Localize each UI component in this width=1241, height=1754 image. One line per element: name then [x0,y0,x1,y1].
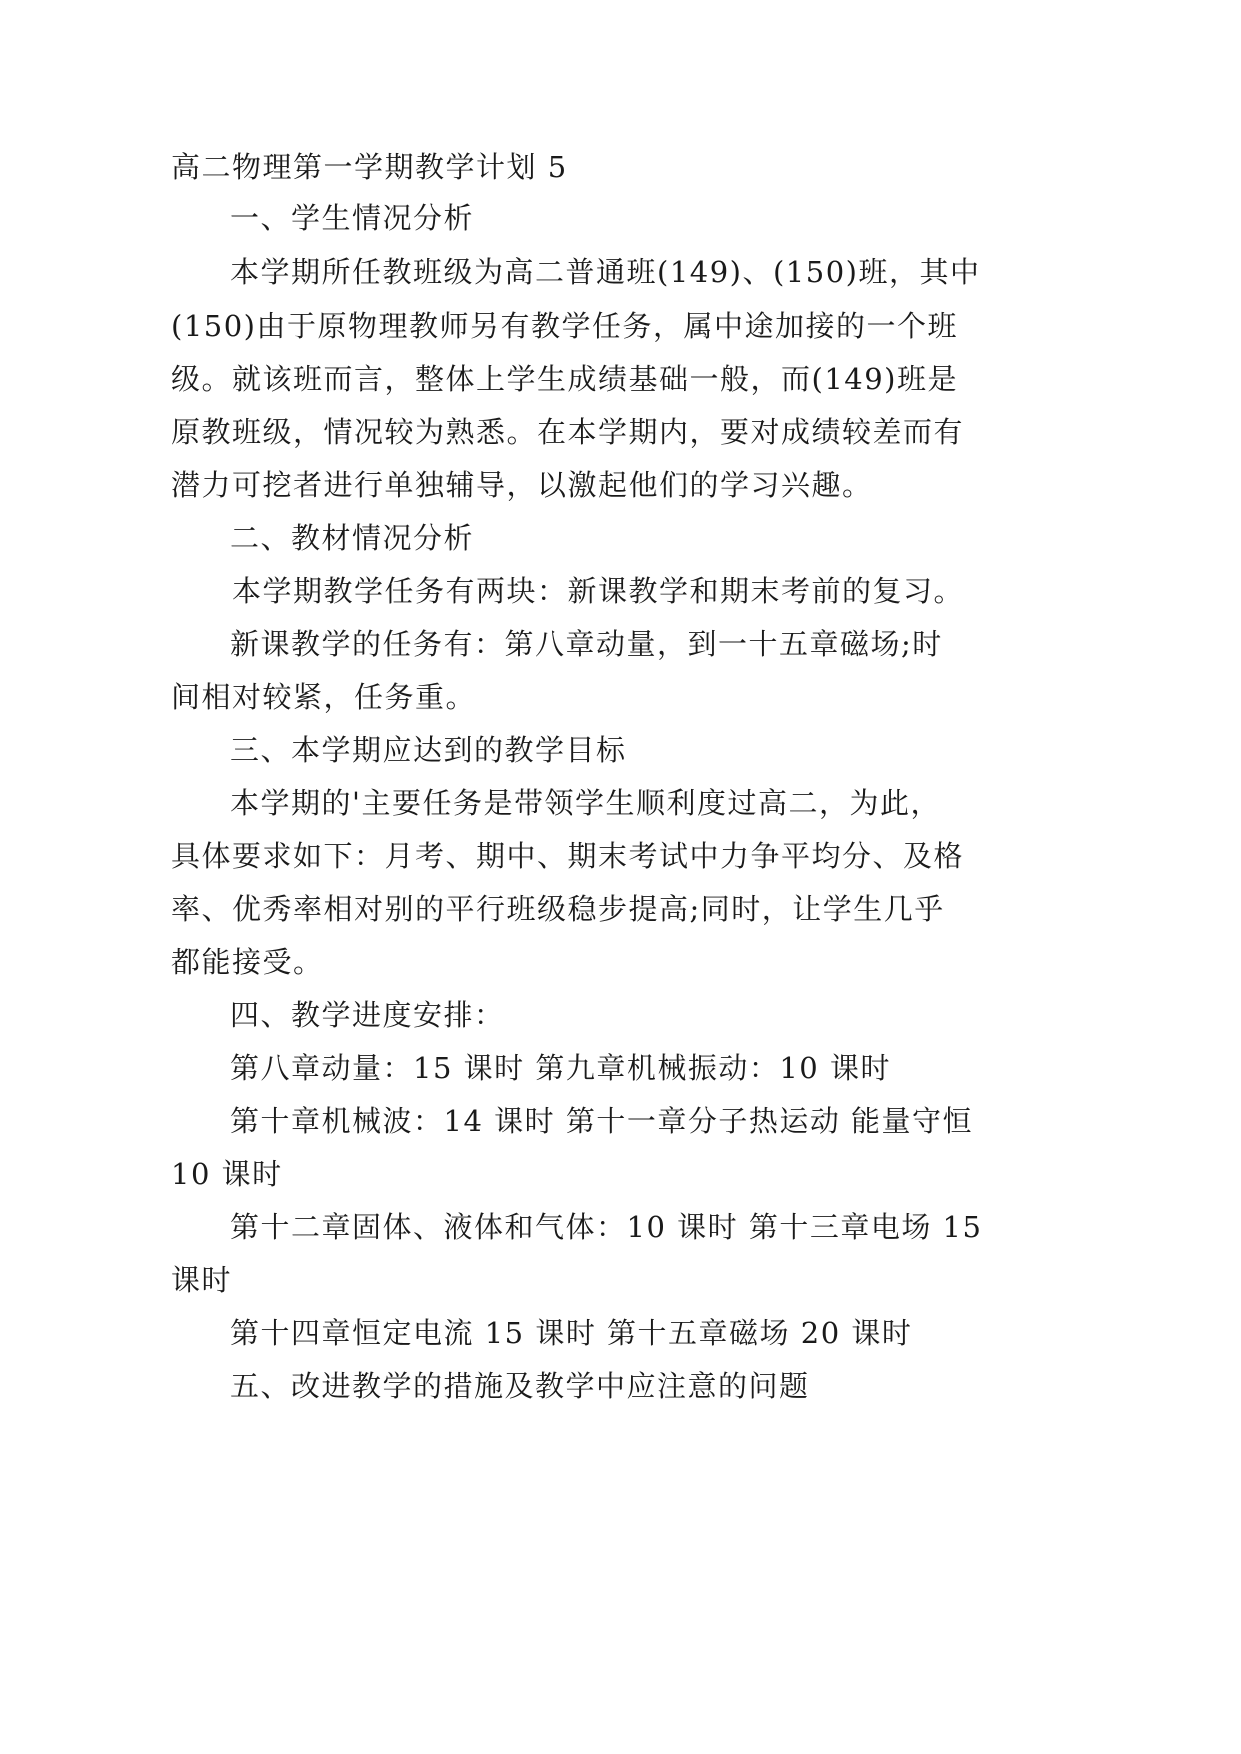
section-heading-student-analysis: 一、学生情况分析 [230,201,475,235]
schedule-line: 第十四章恒定电流 15 课时 第十五章磁场 20 课时 [230,1316,913,1350]
paragraph-line: 本学期教学任务有两块：新课教学和期末考前的复习。 [232,574,965,608]
document-title: 高二物理第一学期教学计划 5 [171,150,568,184]
schedule-line: 第八章动量：15 课时 第九章机械振动：10 课时 [230,1051,891,1085]
paragraph-line: 本学期所任教班级为高二普通班(149)、(150)班，其中 [230,255,981,289]
section-heading-improvements: 五、改进教学的措施及教学中应注意的问题 [230,1369,810,1403]
schedule-line: 第十二章固体、液体和气体：10 课时 第十三章电场 15 [230,1210,983,1244]
paragraph-line: 都能接受。 [171,945,324,979]
paragraph-line: 潜力可挖者进行单独辅导，以激起他们的学习兴趣。 [171,468,873,502]
paragraph-line: 间相对较紧，任务重。 [171,680,477,714]
paragraph-line: 新课教学的任务有：第八章动量，到一十五章磁场;时 [230,627,943,661]
paragraph-line: (150)由于原物理教师另有教学任务，属中途加接的一个班 [171,309,958,343]
schedule-line: 第十章机械波：14 课时 第十一章分子热运动 能量守恒 [230,1104,974,1138]
paragraph-line: 原教班级，情况较为熟悉。在本学期内，要对成绩较差而有 [171,415,965,449]
paragraph-line: 级。就该班而言，整体上学生成绩基础一般，而(149)班是 [171,362,958,396]
paragraph-line: 本学期的'主要任务是带领学生顺利度过高二，为此， [230,786,941,820]
schedule-line: 课时 [171,1263,233,1297]
paragraph-line: 具体要求如下：月考、期中、期末考试中力争平均分、及格 [171,839,965,873]
paragraph-line: 率、优秀率相对别的平行班级稳步提高;同时，让学生几乎 [171,892,945,926]
section-heading-schedule: 四、教学进度安排： [230,998,505,1032]
section-heading-textbook-analysis: 二、教材情况分析 [230,521,475,555]
schedule-line: 10 课时 [171,1157,283,1191]
section-heading-teaching-goals: 三、本学期应达到的教学目标 [230,733,627,767]
